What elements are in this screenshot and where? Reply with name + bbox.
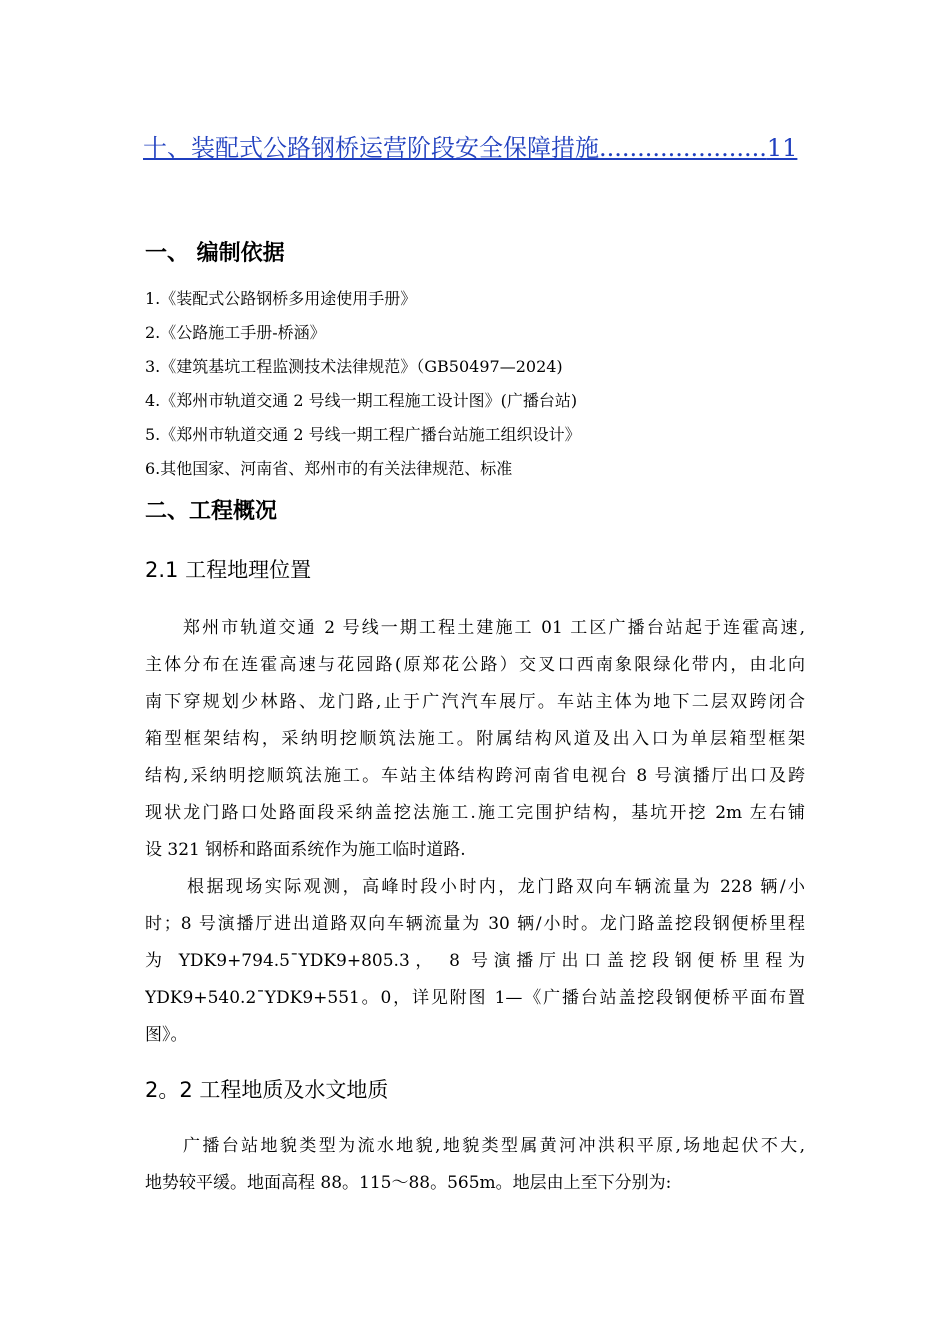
paragraph-line: 箱型框架结构，采纳明挖顺筑法施工。附属结构风道及出入口为单层箱型框架 <box>145 729 805 749</box>
paragraph-line: 现状龙门路口处路面段采纳盖挖法施工.施工完围护结构，基坑开挖 2m 左右铺 <box>145 803 805 823</box>
paragraph-line: YDK9+540.2¯YDK9+551。0，详见附图 1—《广播台站盖挖段钢便桥平面布置 <box>145 988 805 1008</box>
paragraph-location <box>145 610 805 869</box>
paragraph-line: 图》。 <box>145 1025 188 1045</box>
paragraph-line: 结构,采纳明挖顺筑法施工。车站主体结构跨河南省电视台 8 号演播厅出口及跨 <box>145 766 805 786</box>
paragraph-traffic <box>145 869 805 1054</box>
paragraph-line: 主体分布在连霍高速与花园路(原郑花公路）交叉口西南象限绿化带内，由北向 <box>145 655 805 675</box>
paragraph-geology <box>145 1128 805 1202</box>
subsection-heading-location: 2.1 工程地理位置 <box>145 558 312 582</box>
paragraph-line: 根据现场实际观测，高峰时段小时内，龙门路双向车辆流量为 228 辆/小 <box>187 877 805 897</box>
paragraph-line: 广播台站地貌类型为流水地貌,地貌类型属黄河冲洪积平原,场地起伏不大, <box>183 1136 805 1156</box>
section-heading-overview: 二、工程概况 <box>145 499 278 524</box>
toc-entry-label: 十、装配式公路钢桥运营阶段安全保障措施 <box>143 134 599 162</box>
section-heading-basis: 一、 编制依据 <box>145 241 285 266</box>
reference-item: 4.《郑州市轨道交通 2 号线一期工程施工设计图》(广播台站) <box>145 391 578 410</box>
paragraph-line: 南下穿规划少林路、龙门路,止于广汽汽车展厅。车站主体为地下二层双跨闭合 <box>145 692 805 712</box>
reference-item: 5.《郑州市轨道交通 2 号线一期工程广播台站施工组织设计》 <box>145 425 581 444</box>
toc-entry-link[interactable] <box>143 131 823 165</box>
paragraph-line: 郑州市轨道交通 2 号线一期工程土建施工 01 工区广播台站起于连霍高速, <box>183 618 805 638</box>
paragraph-line: 地势较平缓。地面高程 88。115～88。565m。地层由上至下分别为: <box>145 1173 672 1193</box>
subsection-heading-geology: 2。2 工程地质及水文地质 <box>145 1078 389 1102</box>
reference-item: 1.《装配式公路钢桥多用途使用手册》 <box>145 289 417 308</box>
reference-item: 2.《公路施工手册-桥涵》 <box>145 323 326 342</box>
toc-page-number: 11 <box>766 134 798 162</box>
toc-leader-dots: ...................... <box>599 134 767 162</box>
paragraph-line: 为 YDK9+794.5¯YDK9+805.3， 8 号演播厅出口盖挖段钢便桥里程为 <box>145 951 805 971</box>
reference-item: 6.其他国家、河南省、郑州市的有关法律规范、标准 <box>145 459 513 478</box>
paragraph-line: 设 321 钢桥和路面系统作为施工临时道路. <box>145 840 466 860</box>
paragraph-line: 时；8 号演播厅进出道路双向车辆流量为 30 辆/小时。龙门路盖挖段钢便桥里程 <box>145 914 805 934</box>
reference-item: 3.《建筑基坑工程监测技术法律规范》（GB50497—2024) <box>145 357 563 376</box>
